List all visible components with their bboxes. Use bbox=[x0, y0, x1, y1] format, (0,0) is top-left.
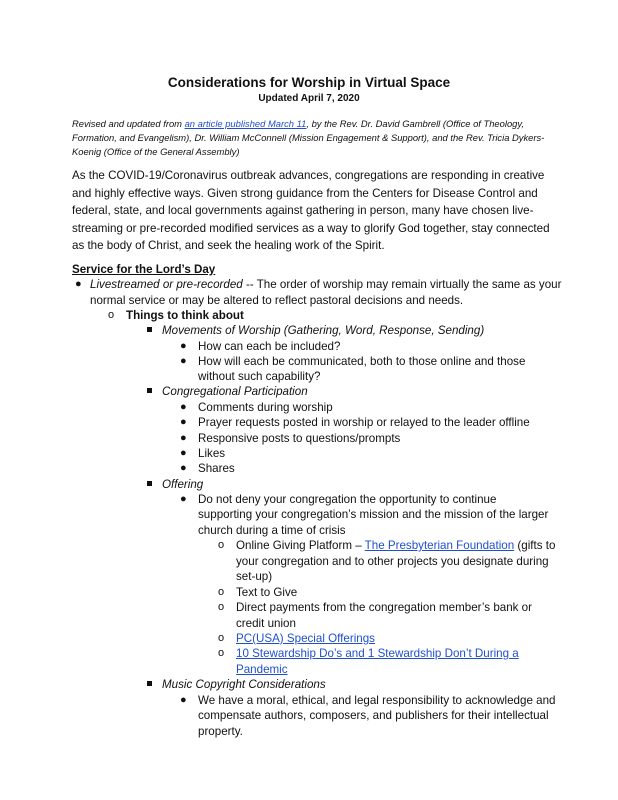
bullet-dot-icon: ● bbox=[180, 401, 187, 413]
circle-bullet-icon: o bbox=[218, 586, 225, 598]
circle-bullet-icon: o bbox=[218, 601, 225, 613]
bullet-dot-icon: ● bbox=[180, 340, 187, 352]
music-label: Music Copyright Considerations bbox=[162, 678, 326, 691]
offering-deny-line2: supporting your congregation’s mission and the mission of the larger bbox=[198, 508, 549, 521]
bullet-dot-icon: ● bbox=[180, 462, 187, 474]
online-giving-suffix: (gifts to bbox=[514, 539, 556, 552]
offering-deny: Do not deny your congregation the opportunity to continue bbox=[198, 493, 497, 506]
section-heading: Service for the Lord’s Day bbox=[72, 263, 216, 276]
livestream-item bbox=[90, 277, 561, 292]
square-bullet-icon bbox=[147, 388, 152, 393]
revision-note bbox=[72, 117, 552, 159]
participation-item: Responsive posts to questions/prompts bbox=[198, 432, 401, 445]
movements-label: Movements of Worship (Gathering, Word, Response, Sending) bbox=[162, 324, 485, 337]
participation-item: Likes bbox=[198, 447, 226, 460]
bullet-dot-icon: ● bbox=[180, 493, 187, 505]
bullet-dot-icon: ● bbox=[180, 694, 187, 706]
bullet-dot-icon: ● bbox=[180, 447, 187, 459]
music-text-line2: compensate authors, composers, and publishers for their intellectual bbox=[198, 709, 549, 722]
participation-label: Congregational Participation bbox=[162, 385, 308, 398]
circle-bullet-icon: o bbox=[108, 309, 115, 321]
things-to-think-about: Things to think about bbox=[126, 309, 244, 322]
music-text-line3: property. bbox=[198, 725, 243, 738]
revision-suffix: , by the Rev. Dr. David Gambrell (Office of Theology, Formation, and Evangelism), Dr. William McConnell (Mission Engagement & Support), and the Rev. Tricia Dykers-Koenig (Office of the General Assembly) bbox=[72, 118, 545, 157]
article-link[interactable]: an article published March 11 bbox=[184, 118, 307, 129]
special-offerings-item bbox=[236, 631, 375, 646]
bullet-dot-icon: ● bbox=[180, 355, 187, 367]
direct-payments: Direct payments from the congregation member’s bank or bbox=[236, 601, 532, 614]
stewardship-item-line2 bbox=[236, 662, 288, 677]
circle-bullet-icon: o bbox=[218, 539, 225, 551]
movements-q1: How can each be included? bbox=[198, 340, 341, 353]
livestream-lead: Livestreamed or pre-recorded bbox=[90, 278, 243, 291]
stewardship-link-line2[interactable]: Pandemic bbox=[236, 663, 288, 676]
direct-payments-line2: credit union bbox=[236, 617, 296, 630]
square-bullet-icon bbox=[147, 327, 152, 332]
participation-item: Comments during worship bbox=[198, 401, 333, 414]
online-giving-line2: your congregation and to other projects you designate during bbox=[236, 555, 549, 568]
offering-label: Offering bbox=[162, 478, 204, 491]
offering-deny-line3: church during a time of crisis bbox=[198, 524, 346, 537]
square-bullet-icon bbox=[147, 481, 152, 486]
circle-bullet-icon: o bbox=[218, 632, 225, 644]
stewardship-item bbox=[236, 646, 519, 661]
special-offerings-link[interactable]: PC(USA) Special Offerings bbox=[236, 632, 375, 645]
participation-item: Prayer requests posted in worship or relayed to the leader offline bbox=[198, 416, 530, 429]
movements-q2: How will each be communicated, both to those online and those bbox=[198, 355, 526, 368]
bullet-dot-icon: ● bbox=[180, 432, 187, 444]
music-text: We have a moral, ethical, and legal responsibility to acknowledge and bbox=[198, 694, 556, 707]
revision-prefix: Revised and updated from bbox=[72, 118, 185, 129]
bullet-dot-icon: ● bbox=[180, 416, 187, 428]
page-subtitle: Updated April 7, 2020 bbox=[258, 93, 360, 104]
online-giving-item bbox=[236, 538, 555, 553]
stewardship-link[interactable]: 10 Stewardship Do’s and 1 Stewardship Don’t During a bbox=[236, 647, 519, 660]
square-bullet-icon bbox=[147, 681, 152, 686]
livestream-text: -- The order of worship may remain virtually the same as your bbox=[242, 278, 562, 291]
circle-bullet-icon: o bbox=[218, 647, 225, 659]
text-to-give: Text to Give bbox=[236, 586, 298, 599]
online-giving-line3: set-up) bbox=[236, 570, 273, 583]
livestream-text-line2: normal service or may be altered to reflect pastoral decisions and needs. bbox=[90, 294, 464, 307]
participation-item: Shares bbox=[198, 462, 235, 475]
intro-paragraph: As the COVID-19/Coronavirus outbreak advances, congregations are responding in creative and highly effective ways. Given strong guidance from the Centers for Disease Control and federal, state, and local governments against gathering in person, many have chosen live-streaming or pre-recorded modified services as a way to glorify God together, stay connected as the body of Christ, and seek the healing work of the Spirit. bbox=[72, 169, 550, 252]
presbyterian-foundation-link[interactable]: The Presbyterian Foundation bbox=[364, 539, 515, 552]
page-title: Considerations for Worship in Virtual Space bbox=[167, 75, 451, 90]
movements-q2-line2: without such capability? bbox=[198, 370, 321, 383]
bullet-dot-icon: ● bbox=[75, 278, 82, 290]
online-giving-prefix: Online Giving Platform – bbox=[236, 539, 365, 552]
